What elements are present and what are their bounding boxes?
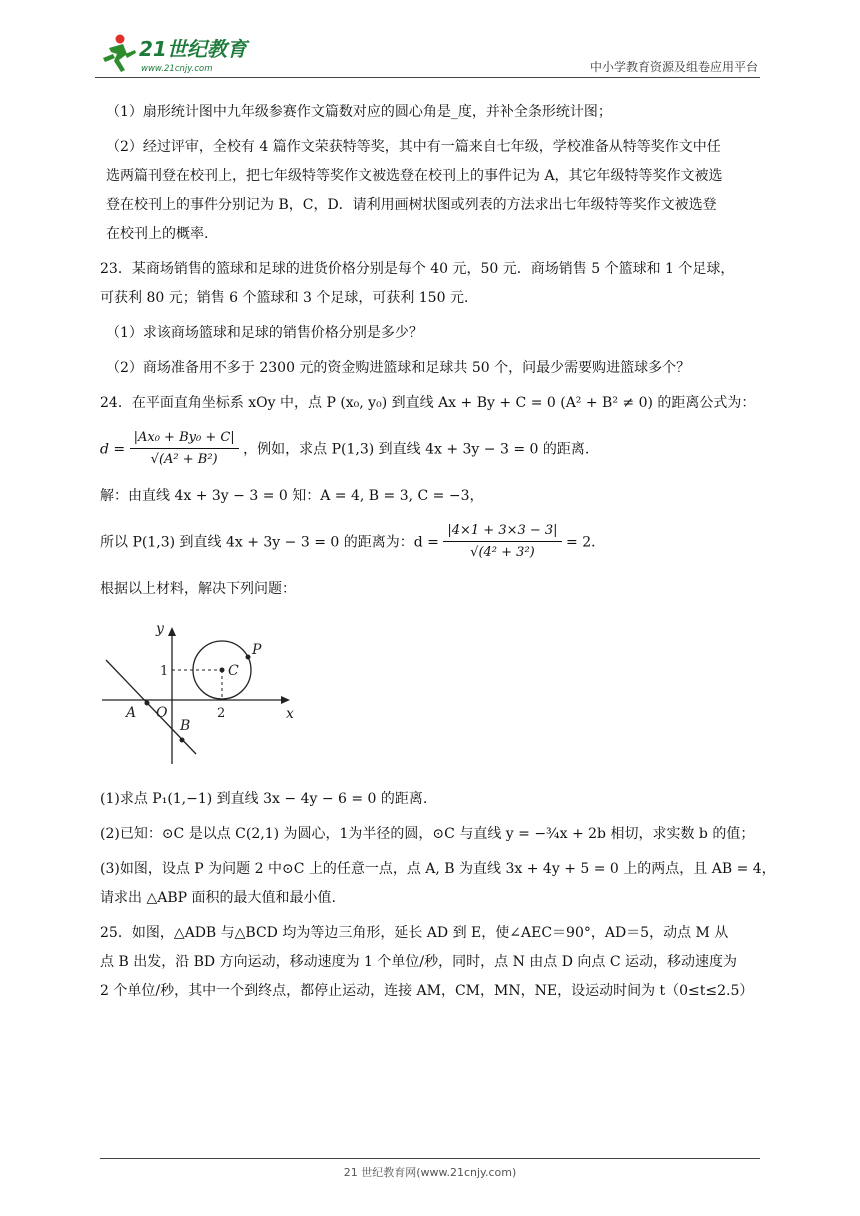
document-body — [100, 98, 776, 1012]
y-tick-1: 1 — [160, 664, 169, 679]
formula-denominator: √(A² + B²) — [150, 452, 218, 467]
page-header — [95, 30, 760, 78]
point-p-label: P — [252, 642, 262, 658]
logo — [95, 30, 265, 76]
point-b-label: B — [180, 718, 191, 734]
point-a-label: A — [126, 705, 137, 721]
q23-line: 可获利 80 元；销售 6 个篮球和 3 个足球，可获利 150 元． — [100, 290, 478, 306]
x-axis-arrow — [281, 696, 290, 704]
x-axis-label: x — [286, 706, 294, 722]
q22-part2-line: （2）经过评审，全校有 4 篇作文荣获特等奖，其中有一篇来自七年级，学校准备从特等奖作文中任 — [106, 139, 721, 155]
q24-instruction: 根据以上材料，解决下列问题： — [100, 581, 296, 597]
solution-text: 所以 P(1,3) 到直线 4x + 3y − 3 = 0 的距离为：d = — [100, 534, 439, 551]
center-c-dot — [220, 668, 225, 673]
q22-part2 — [100, 133, 765, 249]
q22-part2-line: 选两篇刊登在校刊上，把七年级特等奖作文被选登在校刊上的事件记为 A，其它年级特等奖作文被选 — [106, 168, 723, 184]
logo-url: www.21cnjy.com — [141, 64, 213, 74]
q23-part2: （2）商场准备用不多于 2300 元的资金购进篮球和足球共 50 个，问最少需要购进篮球多个？ — [106, 360, 691, 376]
page-footer: 21 世纪教育网(www.21cnjy.com) — [343, 1166, 517, 1179]
q25-line: 点 B 出发，沿 BD 方向运动，移动速度为 1 个单位/秒，同时，点 N 由点 D 向点 C 运动，移动速度为 — [100, 954, 738, 970]
solution-numerator: |4×1 + 3×3 − 3| — [443, 521, 561, 542]
q23-part1: （1）求该商场篮球和足球的销售价格分别是多少？ — [106, 325, 423, 341]
formula-example: ，例如，求点 P(1,3) 到直线 4x + 3y − 3 = 0 的距离. — [243, 441, 590, 458]
q24-sub2: (2)已知：⊙C 是以点 C(2,1) 为圆心，1为半径的圆，⊙C 与直线 y = −¾x + 2b 相切，求实数 b 的值； — [100, 826, 755, 842]
origin-label: O — [156, 705, 168, 721]
distance-formula — [100, 428, 765, 472]
q24-intro: 24．在平面直角坐标系 xOy 中，点 P (x₀, y₀) 到直线 Ax + By + C = 0 (A² + B² ≠ 0) 的距离公式为： — [100, 395, 756, 411]
q24-sub3-line: (3)如图，设点 P 为问题 2 中⊙C 上的任意一点，点 A, B 为直线 3x + 4y + 5 = 0 上的两点，且 AB = 4， — [100, 861, 776, 877]
q22-part1: （1）扇形统计图中九年级参赛作文篇数对应的圆心角是_度，并补全条形统计图； — [106, 104, 612, 120]
point-c-label: C — [228, 663, 239, 679]
q25-line: 2 个单位/秒，其中一个到终点，都停止运动，连接 AM，CM，MN，NE，设运动时间为 t（0≤t≤2.5） — [100, 983, 754, 999]
x-tick-2: 2 — [217, 706, 226, 721]
formula-lhs: d = — [100, 441, 126, 458]
q24-sub3-line: 请求出 △ABP 面积的最大值和最小值. — [100, 890, 336, 906]
q24-sub3 — [100, 855, 776, 913]
header-divider — [95, 77, 760, 78]
y-axis-label: y — [156, 621, 164, 637]
q24-sub1: (1)求点 P₁(1,−1) 到直线 3x − 4y − 6 = 0 的距离. — [100, 791, 428, 807]
y-axis-arrow — [168, 627, 176, 636]
footer-divider — [100, 1158, 760, 1159]
q24-solution-step2 — [100, 521, 765, 565]
question-25 — [100, 919, 765, 1006]
formula-fraction — [130, 428, 239, 471]
solution-denominator: √(4² + 3²) — [470, 545, 535, 560]
solution-result: = 2． — [566, 534, 606, 551]
logo-text: 21世纪教育 — [139, 37, 247, 61]
question-23 — [100, 255, 765, 313]
q25-line: 25．如图，△ADB 与△BCD 均为等边三角形，延长 AD 到 E，使∠AEC＝90°，AD＝5，动点 M 从 — [100, 925, 729, 941]
formula-numerator: |Ax₀ + By₀ + C| — [130, 428, 239, 449]
point-a-dot — [145, 701, 150, 706]
solution-fraction — [443, 521, 561, 564]
q24-solution-step1: 解：由直线 4x + 3y − 3 = 0 知：A = 4, B = 3, C = −3， — [100, 488, 484, 504]
runner-icon — [103, 35, 136, 73]
point-p-dot — [246, 655, 251, 660]
platform-name: 中小学教育资源及组卷应用平台 — [589, 60, 758, 74]
q23-line: 23．某商场销售的篮球和足球的进货价格分别是每个 40 元，50 元．商场销售 5 个篮球和 1 个足球， — [100, 261, 735, 277]
point-b-dot — [180, 738, 185, 743]
q22-part2-line: 登在校刊上的事件分别记为 B，C，D．请利用画树状图或列表的方法求出七年级特等奖作文被选登 — [106, 197, 717, 213]
coordinate-graph — [100, 618, 300, 768]
q22-part2-line: 在校刊上的概率. — [106, 226, 209, 242]
